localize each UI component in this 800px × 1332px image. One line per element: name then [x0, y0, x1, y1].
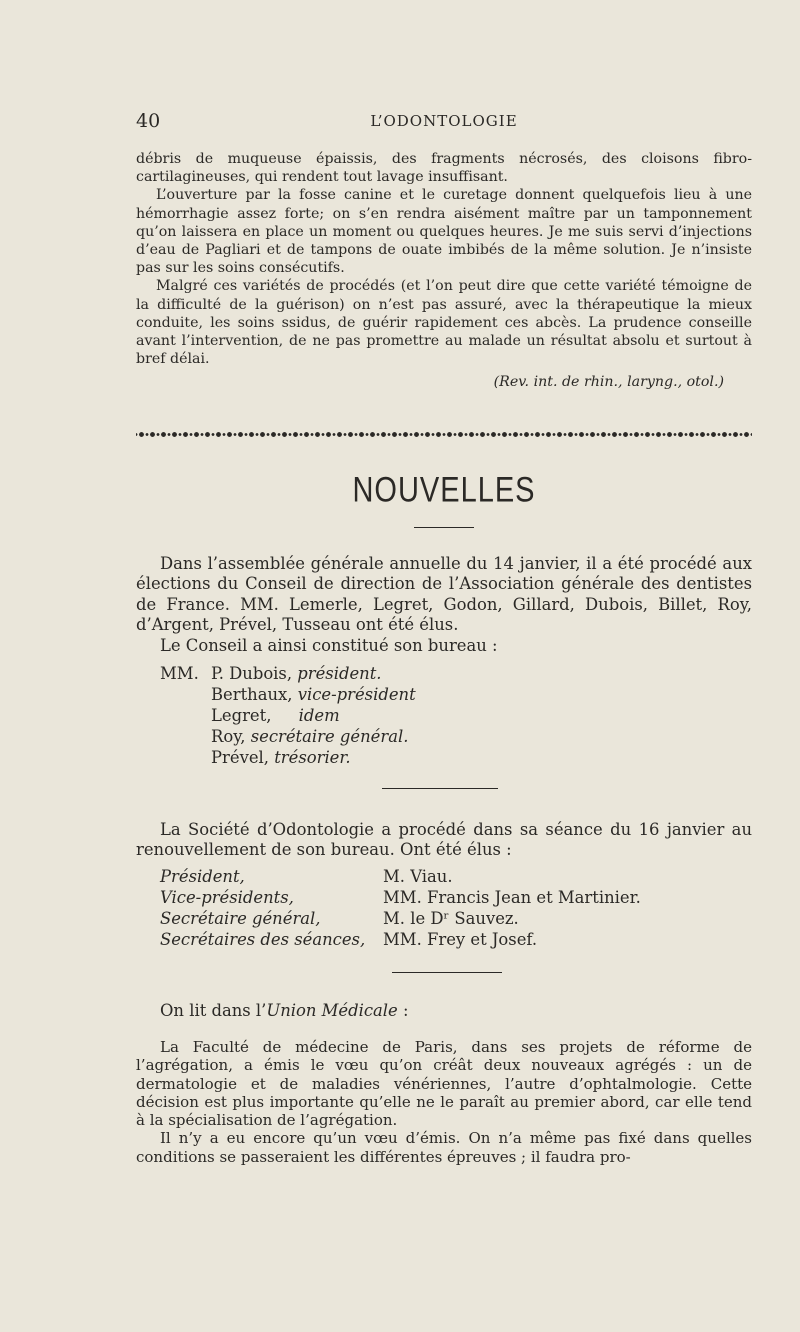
news-item-union-intro	[160, 1001, 408, 1020]
member-role: vice-président	[297, 685, 416, 704]
page-header	[136, 110, 752, 134]
separator-rule	[382, 788, 498, 789]
page-number: 40	[136, 110, 161, 132]
decorative-border	[136, 429, 752, 440]
officer-role: Président,	[160, 867, 245, 886]
officer-role: Vice-présidents,	[160, 888, 294, 907]
officer-name: MM. Frey et Josef.	[383, 930, 538, 949]
news-item-association	[136, 554, 752, 656]
news-item-union	[136, 1038, 752, 1166]
intro-punctuation: :	[397, 1001, 409, 1020]
member-name: Berthaux,	[211, 685, 293, 704]
article-paragraph: L’ouverture par la fosse canine et le curetage donnent quelquefois lieu à une hémorrhagie assez forte; on s’en rendra aisément maître par un tamponnement qu’on laissera en place un moment ou quelques heures. Je me suis servi d’injections d’eau de Pagliari et de tampons de ouate imbibés de la même solution. Je n’insiste pas sur les soins consécutifs.	[136, 187, 752, 277]
news-paragraph: Il n’y a eu encore qu’un vœu d’émis. On n’a même pas fixé dans quelles conditions se passeraient les différentes épreuves ; il faudra pro-	[136, 1129, 752, 1166]
news-paragraph: Dans l’assemblée générale annuelle du 14 janvier, il a été procédé aux élections du Conseil de direction de l’Association générale des dentistes de France. MM. Lemerle, Legret, Godon, Gillard, Dubois, Billet, Roy, d’Argent, Prével, Tusseau ont été élus.	[136, 554, 752, 635]
member-name: Legret,	[211, 706, 272, 725]
bureau-entry	[211, 664, 382, 683]
news-paragraph: Le Conseil a ainsi constitué son bureau :	[160, 635, 498, 655]
member-name: P. Dubois,	[211, 664, 293, 683]
member-role: idem	[298, 706, 340, 725]
separator-rule	[392, 972, 502, 973]
member-name: Prével,	[211, 748, 269, 767]
officer-name: M. le Dʳ Sauvez.	[383, 909, 519, 928]
member-role: trésorier.	[274, 748, 351, 767]
publication-name: Union Médicale	[266, 1001, 398, 1020]
section-title: NOUVELLES	[352, 471, 536, 511]
article-paragraph: Malgré ces variétés de procédés (et l’on peut dire que cette variété témoigne de la difficulté de la guérison) on n’est pas assuré, avec la thérapeutique la mieux conduite, les soins ssidus, de guérir rapidement ces abcès. La prudence conseille avant l’intervention, de ne pas promettre au malade un résultat absolu et surtout à bref délai.	[136, 278, 752, 368]
source-citation: (Rev. int. de rhin., laryng., otol.)	[493, 374, 724, 390]
title-rule	[414, 527, 474, 528]
officer-role: Secrétaire général,	[160, 909, 321, 928]
bureau-prefix: MM.	[160, 664, 199, 683]
bureau-entry	[211, 748, 351, 767]
news-item-societe	[136, 820, 752, 861]
bureau-entry	[211, 706, 340, 725]
bureau-entry	[211, 727, 408, 746]
article-paragraph: débris de muqueuse épaissis, des fragments nécrosés, des cloisons fibro-cartilagineuses, qui rendent tout lavage insuffisant.	[136, 151, 752, 186]
officer-role: Secrétaires des séances,	[160, 930, 366, 949]
officer-name: MM. Francis Jean et Martinier.	[383, 888, 641, 907]
running-title: L’ODONTOLOGIE	[370, 112, 518, 130]
news-paragraph: La Société d’Odontologie a procédé dans sa séance du 16 janvier au renouvellement de son bureau. Ont été élus :	[136, 820, 752, 860]
article-continuation	[136, 150, 752, 368]
bureau-entry	[211, 685, 416, 704]
member-role: président.	[297, 664, 382, 683]
officer-name: M. Viau.	[383, 867, 453, 886]
member-role: secrétaire général.	[250, 727, 409, 746]
news-paragraph: La Faculté de médecine de Paris, dans ses projets de réforme de l’agrégation, a émis le vœu qu’on créât deux nouveaux agrégés : un de dermatologie et de maladies vénériennes, l’autre d’ophtalmologie. Cette décision est plus importante qu’elle ne le paraît au premier abord, car elle tend à la spécialisation de l’agrégation.	[136, 1038, 752, 1130]
member-name: Roy,	[211, 727, 246, 746]
intro-text: On lit dans l’	[160, 1001, 267, 1020]
